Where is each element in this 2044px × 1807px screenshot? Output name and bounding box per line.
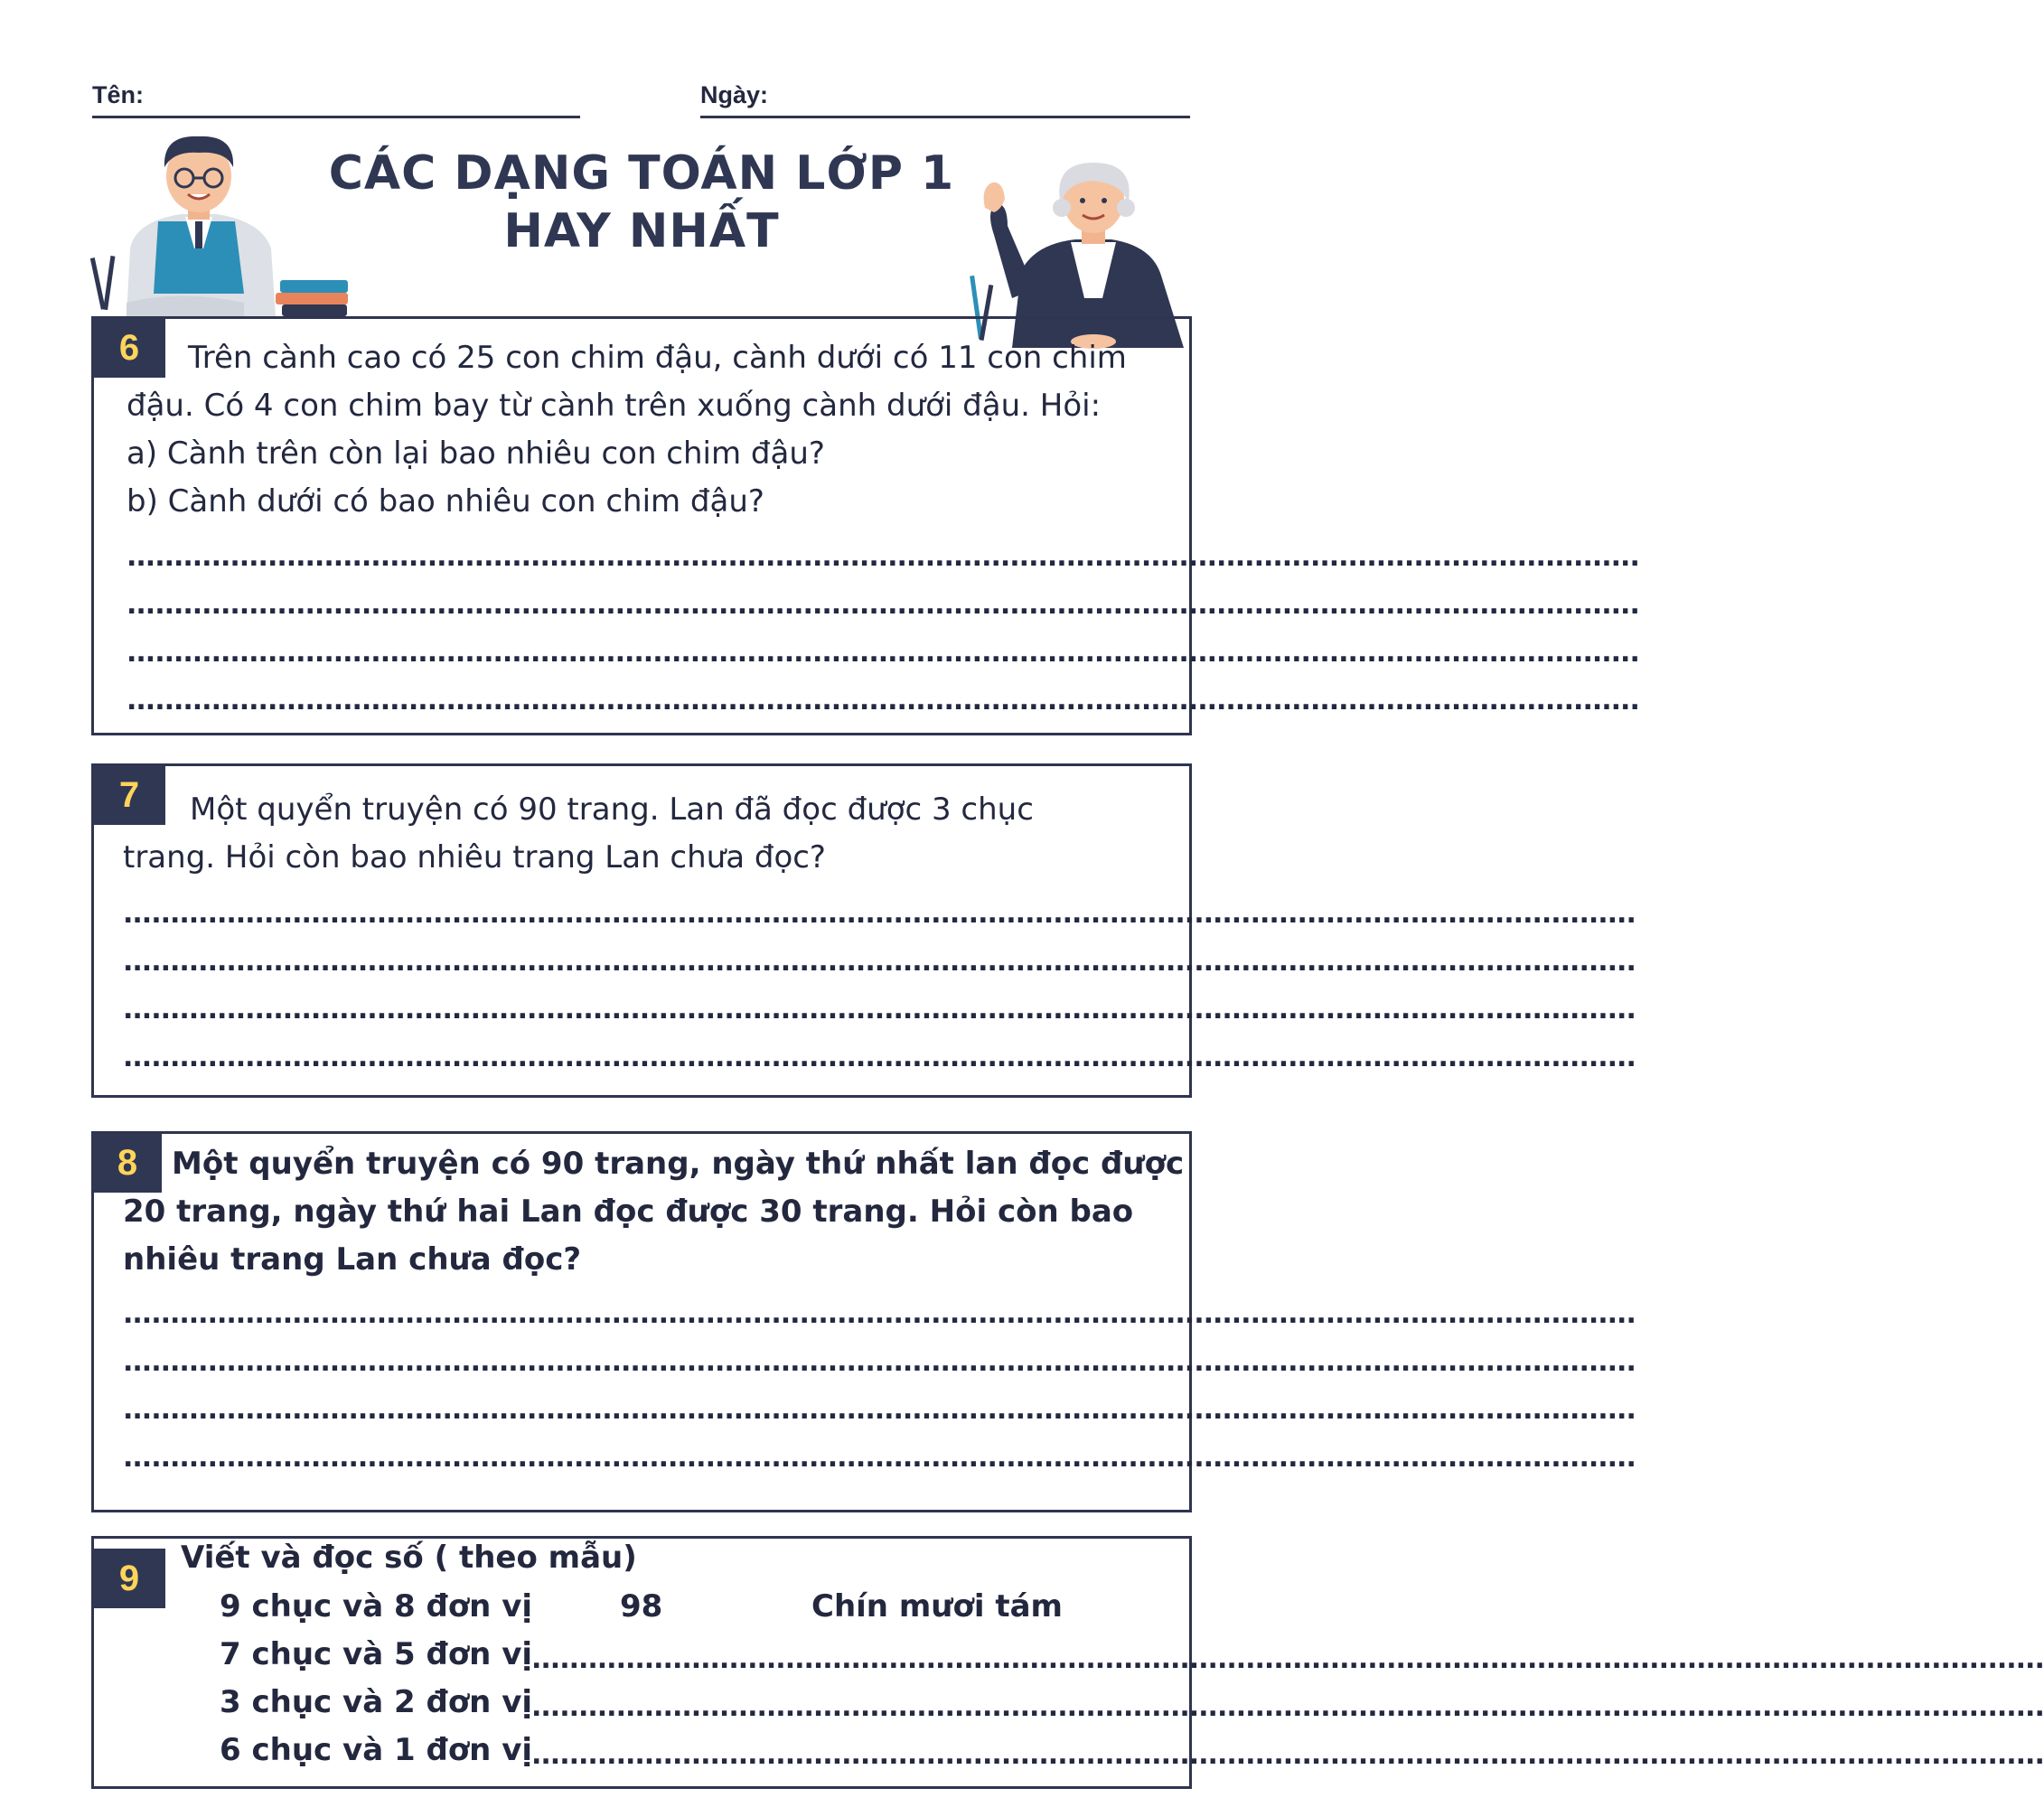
answer-line[interactable]: ................................................................................................................................................................. <box>123 1346 1636 1378</box>
answer-line[interactable]: ................................................................................................................................................................. <box>127 541 1639 573</box>
question-6-line-2: đậu. Có 4 con chim bay từ cành trên xuống cành dưới đậu. Hỏi: <box>127 388 1102 424</box>
answer-line[interactable]: ................................................................................................................................................................. <box>123 946 1636 978</box>
date-label: Ngày: <box>700 81 769 108</box>
boy-student-icon <box>90 131 352 316</box>
question-8-line-1: Một quyển truyện có 90 trang, ngày thứ nhất lan đọc được <box>172 1146 1185 1182</box>
name-line[interactable] <box>92 116 580 118</box>
question-7-line-1: Một quyển truyện có 90 trang. Lan đã đọc được 3 chục <box>190 791 1034 828</box>
answer-line[interactable]: ................................................................................................................................................................. <box>123 1042 1636 1073</box>
title-line-1: CÁC DẠNG TOÁN LỚP 1 <box>328 146 955 201</box>
row-4-text: 6 chục và 1 đơn vị <box>220 1732 533 1768</box>
question-9-number: 9 <box>93 1549 165 1608</box>
question-6-line-1: Trên cành cao có 25 con chim đậu, cành dưới có 11 con chim <box>188 340 1127 376</box>
question-9-line-1: Viết và đọc số ( theo mẫu) <box>181 1540 637 1576</box>
answer-line[interactable]: ................................................................................................................................................................. <box>123 898 1636 930</box>
row-3-text: 3 chục và 2 đơn vị <box>220 1684 533 1720</box>
answer-line[interactable]: ................................................................................................................................................................. <box>123 1394 1636 1426</box>
question-8-line-2: 20 trang, ngày thứ hai Lan đọc được 30 trang. Hỏi còn bao <box>123 1194 1134 1230</box>
answer-line[interactable]: ................................................................................................................................................................. <box>127 589 1639 621</box>
page-title <box>271 145 1012 260</box>
question-6-number: 6 <box>93 318 165 378</box>
answer-line[interactable]: ................................................................................................................................................................. <box>127 637 1639 669</box>
question-7-line-2: trang. Hỏi còn bao nhiêu trang Lan chưa đọc? <box>123 839 826 875</box>
question-6-line-a: a) Cành trên còn lại bao nhiêu con chim đậu? <box>127 435 825 472</box>
question-6-line-b: b) Cành dưới có bao nhiêu con chim đậu? <box>127 483 764 520</box>
answer-line[interactable]: ................................................................................................................................................................. <box>127 685 1639 716</box>
answer-line[interactable]: ................................................................................................................................................................. <box>531 1691 2044 1723</box>
answer-line[interactable]: ................................................................................................................................................................. <box>123 1442 1636 1474</box>
date-line[interactable] <box>700 116 1190 118</box>
answer-line[interactable]: ................................................................................................................................................................. <box>123 994 1636 1025</box>
answer-line[interactable]: ................................................................................................................................................................. <box>531 1643 2044 1675</box>
answer-line[interactable]: ................................................................................................................................................................. <box>531 1739 2044 1771</box>
question-8-line-3: nhiêu trang Lan chưa đọc? <box>123 1241 582 1278</box>
row-1-words: Chín mươi tám <box>811 1588 1063 1624</box>
question-8-number: 8 <box>93 1133 162 1193</box>
question-7-number: 7 <box>93 765 165 825</box>
row-1-text: 9 chục và 8 đơn vị <box>220 1588 533 1624</box>
answer-line[interactable]: ................................................................................................................................................................. <box>123 1298 1636 1330</box>
row-2-text: 7 chục và 5 đơn vị <box>220 1636 533 1672</box>
row-1-number: 98 <box>620 1588 663 1624</box>
title-line-2: HAY NHẤT <box>503 204 780 258</box>
name-label: Tên: <box>92 81 144 108</box>
